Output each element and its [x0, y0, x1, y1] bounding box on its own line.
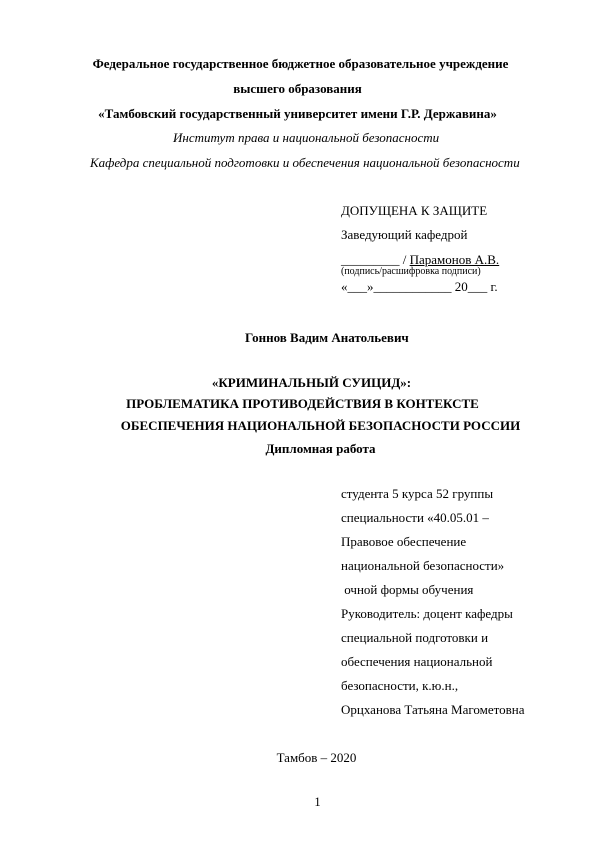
- student-info-line: Орцханова Татьяна Магометовна: [341, 702, 525, 717]
- thesis-title-line-3: ОБЕСПЕЧЕНИЯ НАЦИОНАЛЬНОЙ БЕЗОПАСНОСТИ РОССИИ: [120, 418, 521, 433]
- student-info-line: безопасности, к.ю.н.,: [341, 678, 459, 693]
- student-info-line: специальной подготовки и: [341, 630, 489, 645]
- approval-signature-line: [341, 253, 499, 266]
- org-line-1: Федеральное государственное бюджетное образовательное учреждение: [92, 56, 509, 71]
- student-info-line: очной формы обучения: [341, 582, 474, 597]
- approval-position: Заведующий кафедрой: [341, 227, 468, 242]
- org-line-2: высшего образования: [233, 81, 362, 96]
- student-info-line: национальной безопасности»: [341, 558, 505, 573]
- student-info-line: специальности «40.05.01 –: [341, 510, 489, 525]
- approval-date-line: «___»____________ 20___ г.: [341, 279, 498, 294]
- student-info-line: студента 5 курса 52 группы: [341, 486, 494, 501]
- signature-separator: /: [399, 252, 410, 267]
- thesis-type: Дипломная работа: [265, 441, 376, 456]
- student-info-line: Руководитель: доцент кафедры: [341, 606, 513, 621]
- thesis-title-line-1: «КРИМИНАЛЬНЫЙ СУИЦИД»:: [211, 375, 412, 390]
- student-info-line: обеспечения национальной: [341, 654, 493, 669]
- city-year: Тамбов – 2020: [276, 750, 357, 765]
- student-info-line: Правовое обеспечение: [341, 534, 467, 549]
- thesis-title-line-2: ПРОБЛЕМАТИКА ПРОТИВОДЕЙСТВИЯ В КОНТЕКСТЕ: [126, 396, 479, 411]
- signature-caption: (подпись/расшифровка подписи): [341, 266, 481, 277]
- university-name: «Тамбовский государственный университет имени Г.Р. Державина»: [98, 106, 497, 121]
- author-name: Гоннов Вадим Анатольевич: [245, 330, 409, 345]
- approval-title: ДОПУЩЕНА К ЗАЩИТЕ: [341, 203, 488, 218]
- department-name: Кафедра специальной подготовки и обеспечения национальной безопасности: [90, 155, 520, 170]
- page-number: 1: [314, 795, 321, 809]
- signature-blank: _________: [341, 252, 400, 267]
- institute-name: Институт права и национальной безопасности: [173, 130, 440, 145]
- head-of-department-name: Парамонов А.В.: [409, 252, 500, 267]
